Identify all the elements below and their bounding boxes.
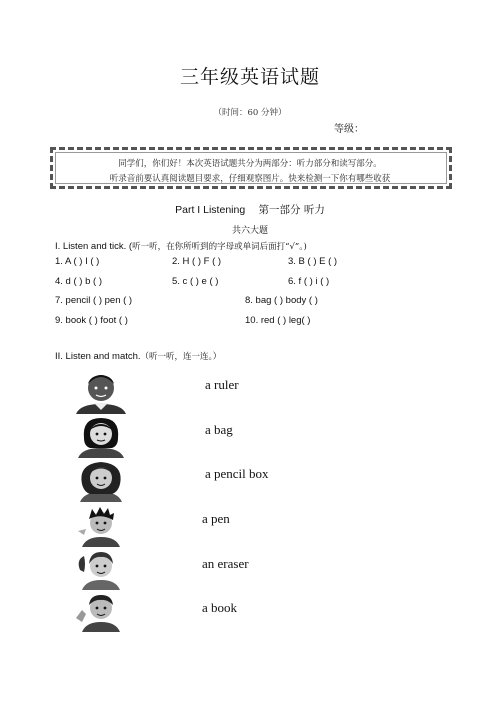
tick-item-10[interactable]: 10. red ( ) leg( ) [245, 315, 311, 326]
section-2-heading-en: II. Listen and match. [55, 351, 141, 362]
waving-boy-avatar-icon [72, 588, 130, 632]
part-heading-en: Part I Listening [175, 204, 246, 216]
section-1-heading-en: I. Listen and tick. ( [55, 241, 133, 252]
match-word-4[interactable]: a pen [202, 511, 230, 526]
grade-label: 等级： [334, 124, 364, 135]
tick-item-2[interactable]: 2. H ( ) F ( ) [172, 256, 222, 267]
ponytail-girl-avatar-icon [72, 546, 130, 590]
curly-girl-avatar-icon [72, 458, 130, 502]
tick-item-8[interactable]: 8. bag ( ) body ( ) [245, 295, 318, 306]
match-word-3[interactable]: a pencil box [205, 466, 269, 481]
page-title: 三年级英语试题 [179, 66, 320, 88]
part-heading [0, 202, 500, 217]
section-2-heading [55, 350, 221, 362]
spiky-boy-avatar-icon [72, 503, 130, 547]
girl-avatar-icon [72, 414, 130, 458]
notice-line-2: 听录音前要认真阅读题目要求，仔细观察图片。快来检测一下你有哪些收获 [109, 174, 391, 184]
tick-item-5[interactable]: 5. c ( ) e ( ) [172, 276, 219, 287]
match-word-2[interactable]: a bag [205, 422, 233, 437]
boy-avatar-icon [72, 370, 130, 414]
section-1-heading [55, 240, 307, 252]
part-heading-cn: 第一部分 听力 [258, 204, 325, 216]
tick-item-3[interactable]: 3. B ( ) E ( ) [288, 256, 338, 267]
match-word-6[interactable]: a book [202, 600, 238, 615]
question-count: 共六大题 [231, 226, 268, 236]
tick-item-9[interactable]: 9. book ( ) foot ( ) [55, 315, 128, 326]
tick-item-6[interactable]: 6. f ( ) i ( ) [288, 276, 330, 287]
match-word-5[interactable]: an eraser [202, 556, 249, 571]
notice-line-1: 同学们，你们好！本次英语试题共分为两部分：听力部分和读写部分。 [118, 159, 382, 169]
match-word-1[interactable]: a ruler [205, 377, 239, 392]
tick-item-7[interactable]: 7. pencil ( ) pen ( ) [55, 295, 133, 306]
time-limit: （时间：60 分钟） [213, 108, 287, 118]
tick-item-1[interactable]: 1. A ( ) I ( ) [55, 256, 100, 267]
section-1-heading-cn: 听一听，在你所听到的字母或单词后面打“√”。) [132, 242, 307, 252]
tick-item-4[interactable]: 4. d ( ) b ( ) [55, 276, 102, 287]
section-2-heading-cn: （听一听，连一连。） [140, 352, 222, 362]
